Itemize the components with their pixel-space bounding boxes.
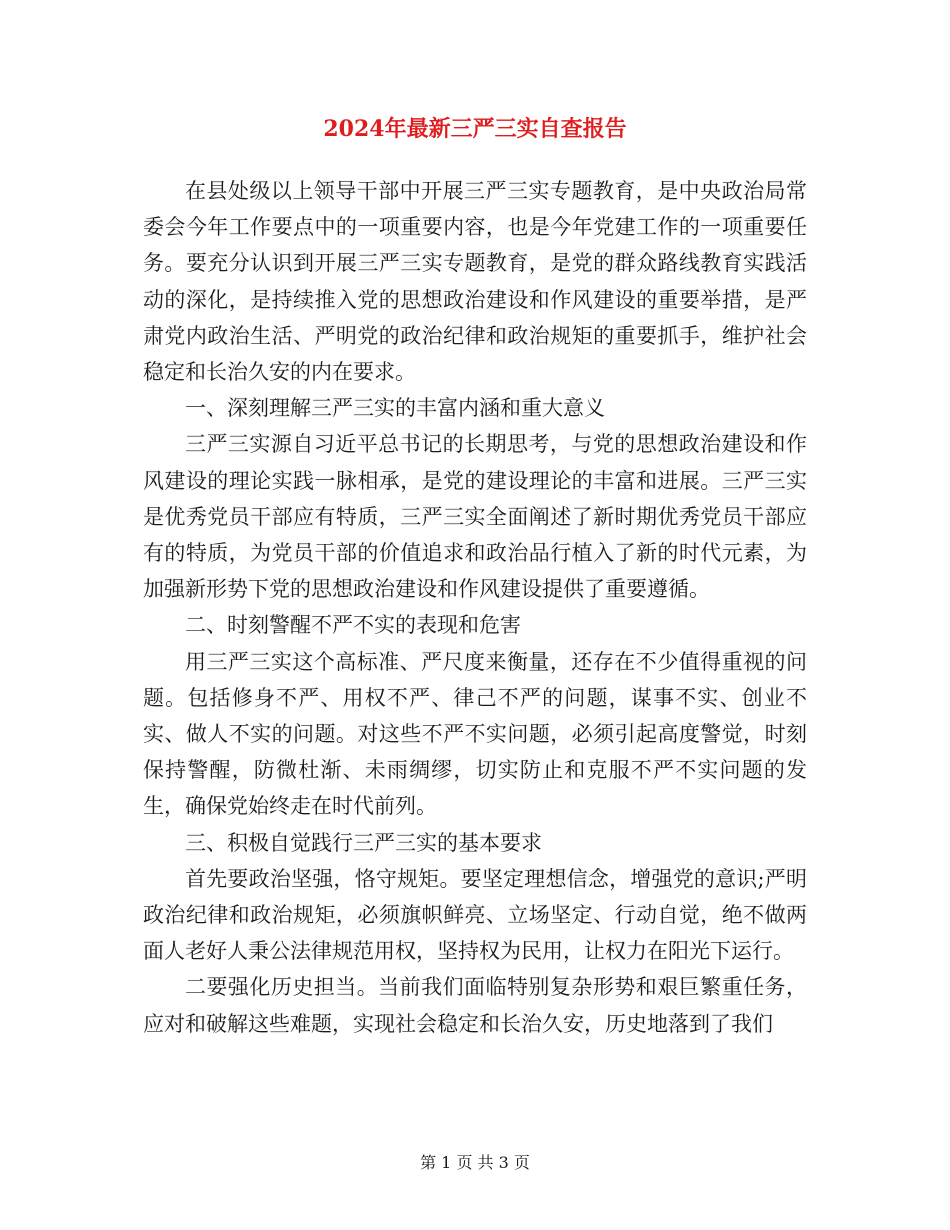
section-heading-2: 二、时刻警醒不严不实的表现和危害: [185, 613, 521, 638]
section-heading-1: 一、深刻理解三严三实的丰富内涵和重大意义: [185, 396, 605, 421]
document-title: 2024年最新三严三实自查报告: [323, 116, 627, 142]
section-heading-3: 三、积极自觉践行三严三实的基本要求: [185, 830, 542, 855]
paragraph-section-2: 用三严三实这个高标准、严尺度来衡量，还存在不少值得重视的问题。包括修身不严、用权不严、律己不严的问题，谋事不实、创业不实、做人不实的问题。对这些不严不实问题，必须引起高度警觉，时刻保持警醒，防微杜渐、未雨绸缪，切实防止和克服不严不实问题的发生，确保党始终走在时代前列。: [143, 649, 807, 819]
paragraph-section-3a: 首先要政治坚强，恪守规矩。要坚定理想信念，增强党的意识;严明政治纪律和政治规矩，必须旗帜鲜亮、立场坚定、行动自觉，绝不做两面人老好人秉公法律规范用权，坚持权为民用，让权力在阳光下运行。: [143, 866, 807, 964]
paragraph-section-1: 三严三实源自习近平总书记的长期思考，与党的思想政治建设和作风建设的理论实践一脉相承，是党的建设理论的丰富和进展。三严三实是优秀党员干部应有特质，三严三实全面阐述了新时期优秀党员干部应有的特质，为党员干部的价值追求和政治品行植入了新的时代元素，为加强新形势下党的思想政治建设和作风建设提供了重要遵循。: [143, 432, 807, 602]
page-footer: 第 1 页 共 3 页: [420, 1153, 530, 1172]
document-body: [143, 173, 807, 1042]
paragraph-section-3b: 二要强化历史担当。当前我们面临特别复杂形势和艰巨繁重任务，应对和破解这些难题，实现社会稳定和长治久安，历史地落到了我们: [143, 975, 807, 1036]
paragraph-intro: 在县处级以上领导干部中开展三严三实专题教育，是中央政治局常委会今年工作要点中的一项重要内容，也是今年党建工作的一项重要任务。要充分认识到开展三严三实专题教育，是党的群众路线教育实践活动的深化，是持续推入党的思想政治建设和作风建设的重要举措，是严肃党内政治生活、严明党的政治纪律和政治规矩的重要抓手，维护社会稳定和长治久安的内在要求。: [143, 179, 807, 385]
